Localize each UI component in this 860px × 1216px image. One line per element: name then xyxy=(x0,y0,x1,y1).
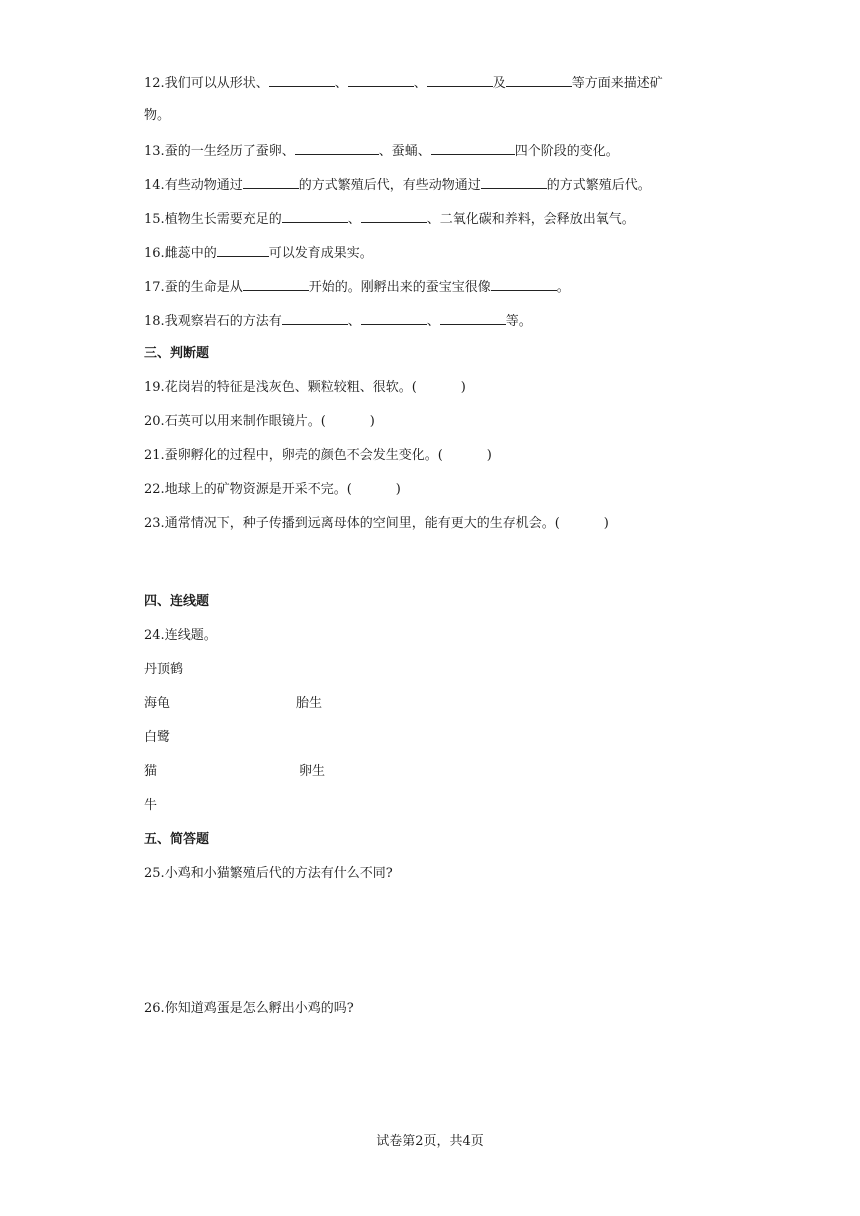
answer-blank[interactable] xyxy=(282,310,348,325)
answer-blank[interactable] xyxy=(243,174,299,189)
question-text: 、 xyxy=(413,76,427,91)
answer-blank[interactable] xyxy=(427,72,493,87)
question-12 xyxy=(144,72,663,94)
question-number: 17. xyxy=(144,280,165,295)
question-number: 14. xyxy=(144,178,165,193)
animal-item[interactable]: 白鹭 xyxy=(144,730,171,745)
answer-blank[interactable] xyxy=(269,72,335,87)
question-text: 我们可以从形状、 xyxy=(164,76,269,91)
question-number: 22. xyxy=(144,482,165,497)
question-number: 16. xyxy=(144,246,165,261)
question-number: 24. xyxy=(144,628,165,643)
question-text: 等方面来描述矿 xyxy=(571,76,663,91)
question-19: 19.花岗岩的特征是浅灰色、颗粒较粗、很软。( ) xyxy=(144,380,466,395)
answer-blank[interactable] xyxy=(282,208,348,223)
question-number: 19. xyxy=(144,380,165,395)
section-heading: 五、简答题 xyxy=(144,832,210,847)
animal-item[interactable]: 牛 xyxy=(144,798,158,813)
question-number: 20. xyxy=(144,414,165,429)
animal-item[interactable]: 丹顶鹤 xyxy=(144,662,184,677)
question-23: 23.通常情况下，种子传播到远离母体的空间里，能有更大的生存机会。( ) xyxy=(144,516,609,531)
answer-blank[interactable] xyxy=(348,72,414,87)
question-number: 18. xyxy=(144,314,165,329)
answer-blank[interactable] xyxy=(440,310,506,325)
question-number: 21. xyxy=(144,448,165,463)
answer-blank[interactable] xyxy=(217,242,269,257)
question-24: 24.连线题。 xyxy=(144,628,217,643)
question-12-continued: 物。 xyxy=(144,108,171,123)
section-heading: 三、判断题 xyxy=(144,346,210,361)
question-number: 13. xyxy=(144,144,165,159)
animal-item[interactable]: 猫 xyxy=(144,764,158,779)
page-footer: 试卷第2页，共4页 xyxy=(376,1134,484,1149)
question-14: 14.有些动物通过 的方式繁殖后代，有些动物通过 的方式繁殖后代。 xyxy=(144,174,651,196)
question-text: 、 xyxy=(334,76,348,91)
answer-blank[interactable] xyxy=(295,140,379,155)
question-13: 13.蚕的一生经历了蚕卵、 、蚕蛹、 四个阶段的变化。 xyxy=(144,140,619,162)
question-16: 16.雌蕊中的 可以发育成果实。 xyxy=(144,242,373,264)
question-number: 23. xyxy=(144,516,165,531)
question-26: 26.你知道鸡蛋是怎么孵出小鸡的吗? xyxy=(144,1001,354,1016)
question-number: 25. xyxy=(144,866,165,881)
animal-item[interactable]: 海龟 xyxy=(144,696,171,711)
reproduction-mode-item[interactable]: 胎生 xyxy=(296,696,323,711)
answer-blank[interactable] xyxy=(506,72,572,87)
question-number: 12. xyxy=(144,76,165,91)
answer-blank[interactable] xyxy=(361,208,427,223)
question-number: 15. xyxy=(144,212,165,227)
question-number: 26. xyxy=(144,1001,165,1016)
answer-blank[interactable] xyxy=(243,276,309,291)
question-17: 17.蚕的生命是从 开始的。刚孵出来的蚕宝宝很像 。 xyxy=(144,276,570,298)
question-18: 18.我观察岩石的方法有 、 、 等。 xyxy=(144,310,532,332)
answer-blank[interactable] xyxy=(481,174,547,189)
question-21: 21.蚕卵孵化的过程中，卵壳的颜色不会发生变化。( ) xyxy=(144,448,492,463)
section-heading: 四、连线题 xyxy=(144,594,210,609)
question-22: 22.地球上的矿物资源是开采不完。( ) xyxy=(144,482,401,497)
question-20: 20.石英可以用来制作眼镜片。( ) xyxy=(144,414,375,429)
answer-blank[interactable] xyxy=(361,310,427,325)
question-15: 15.植物生长需要充足的 、 、二氧化碳和养料，会释放出氧气。 xyxy=(144,208,635,230)
answer-blank[interactable] xyxy=(431,140,515,155)
answer-blank[interactable] xyxy=(491,276,557,291)
reproduction-mode-item[interactable]: 卵生 xyxy=(299,764,326,779)
question-25: 25.小鸡和小猫繁殖后代的方法有什么不同? xyxy=(144,866,393,881)
question-text: 及 xyxy=(492,76,506,91)
